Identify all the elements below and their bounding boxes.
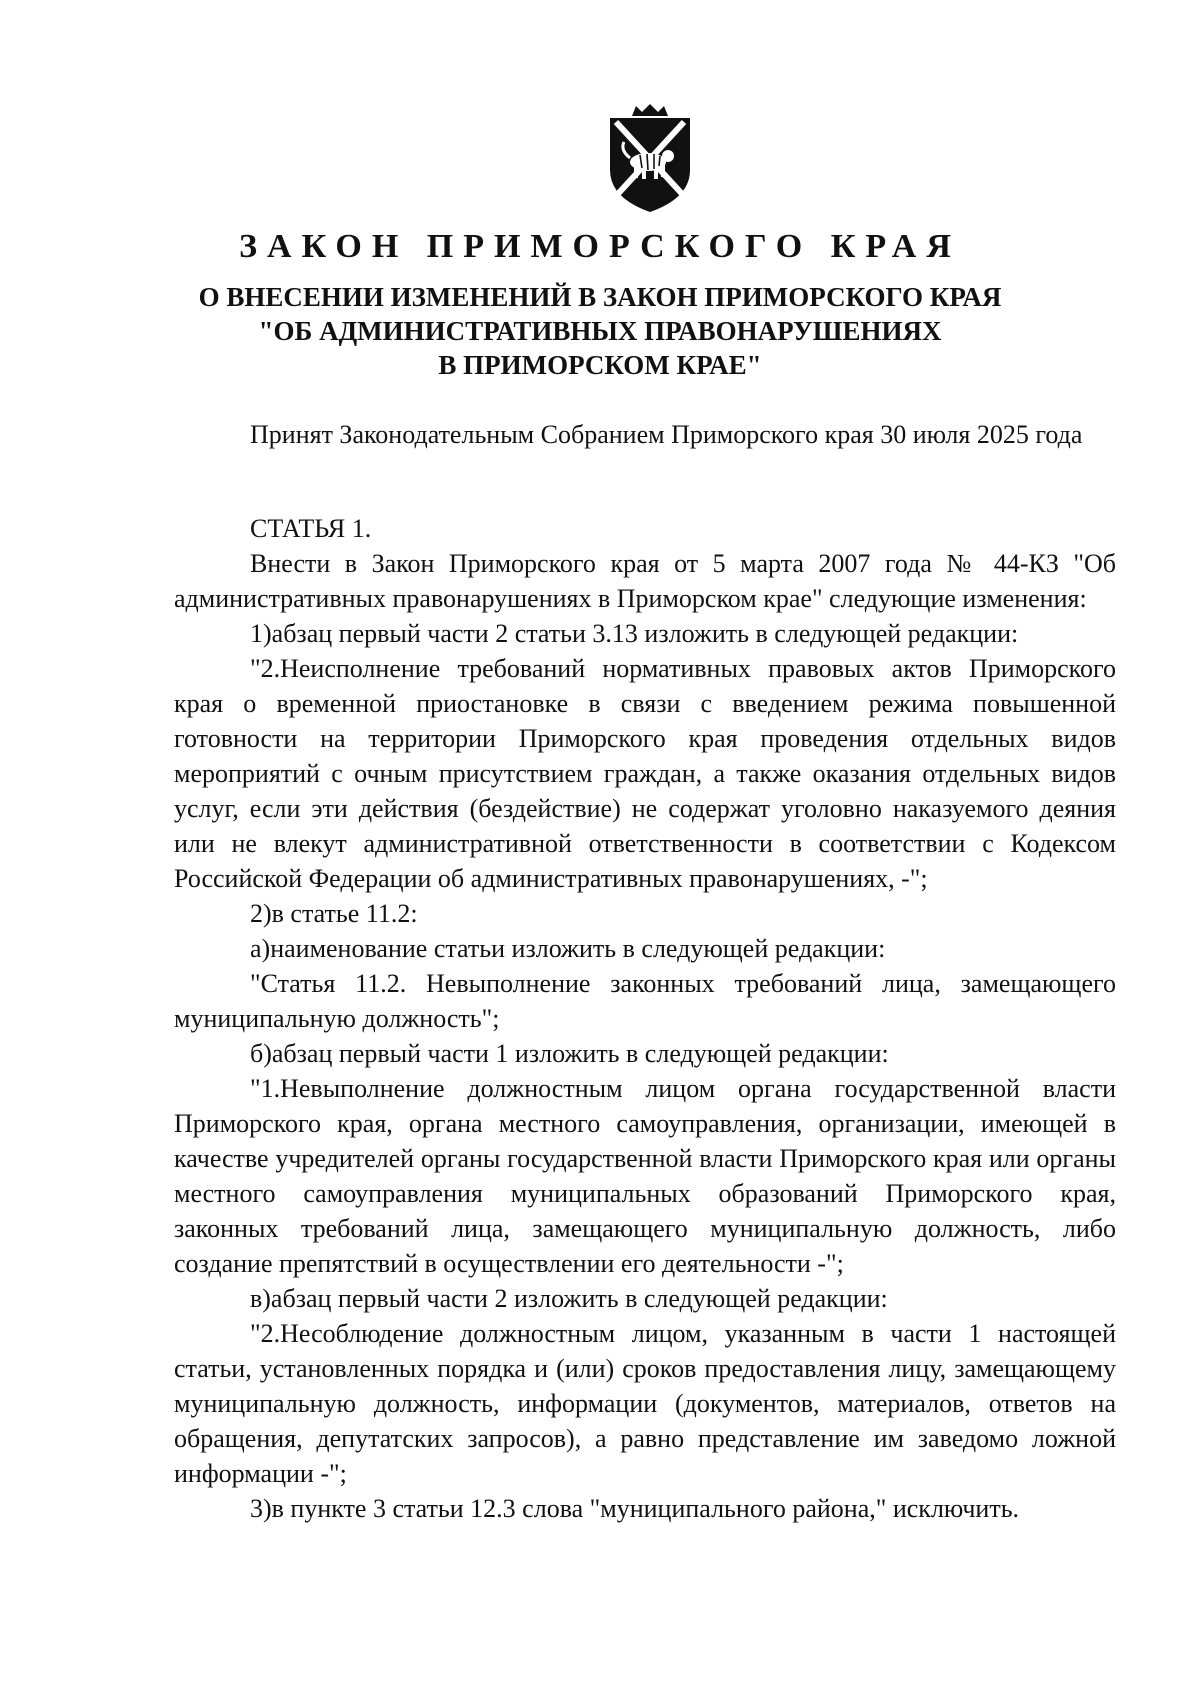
adoption-note-block	[174, 417, 1116, 452]
paragraph: б)абзац первый части 1 изложить в следующей редакции:	[250, 1039, 889, 1068]
subtitle-line: В ПРИМОРСКОМ КРАЕ"	[438, 350, 762, 380]
paragraph: Внести в Закон Приморского края от 5 марта 2007 года № 44-КЗ "Об административных правонарушениях в Приморском крае" следующие изменения:	[174, 549, 1116, 613]
paragraph: "1.Невыполнение должностным лицом органа государственной власти Приморского края, органа местного самоуправления, организации, имеющей в качестве учредителей органы государственной власти Приморского края или органы местного самоуправления муниципальных образований Приморского края, законных требований лица, замещающего муниципальную должность, либо создание препятствий в осуществлении его деятельности -";	[174, 1074, 1116, 1278]
paragraph: а)наименование статьи изложить в следующей редакции:	[250, 934, 886, 963]
paragraph: 3)в пункте 3 статьи 12.3 слова "муниципального района," исключить.	[250, 1494, 1020, 1523]
adoption-note: Принят Законодательным Собранием Приморского края 30 июля 2025 года	[250, 420, 1083, 449]
subtitle-line: "ОБ АДМИНИСТРАТИВНЫХ ПРАВОНАРУШЕНИЯХ	[258, 316, 942, 346]
paragraph: 1)абзац первый части 2 статьи 3.13 изложить в следующей редакции:	[250, 619, 1019, 648]
paragraph: "2.Неисполнение требований нормативных правовых актов Приморского края о временной приостановке в связи с введением режима повышенной готовности на территории Приморского края проведения отдельных видов мероприятий с очным присутствием граждан, а также оказания отдельных видов услуг, если эти действия (бездействие) не содержат уголовно наказуемого деяния или не влекут административной ответственности в соответствии с Кодексом Российской Федерации об административных правонарушениях, -";	[174, 654, 1116, 893]
paragraph: 2)в статье 11.2:	[250, 899, 418, 928]
paragraph: в)абзац первый части 2 изложить в следующей редакции:	[250, 1284, 888, 1313]
law-subtitle	[0, 280, 1200, 382]
paragraph: "2.Несоблюдение должностным лицом, указанным в части 1 настоящей статьи, установленных порядка и (или) сроков предоставления лицу, замещающему муниципальную должность, информации (документов, материалов, ответов на обращения, депутатских запросов), а равно представление им заведомо ложной информации -";	[174, 1319, 1116, 1488]
law-title: ЗАКОН ПРИМОРСКОГО КРАЯ	[239, 228, 961, 265]
paragraph: "Статья 11.2. Невыполнение законных требований лица, замещающего муниципальную должность";	[174, 969, 1116, 1033]
article-body	[174, 511, 1116, 1526]
subtitle-line: О ВНЕСЕНИИ ИЗМЕНЕНИЙ В ЗАКОН ПРИМОРСКОГО КРАЯ	[198, 282, 1002, 312]
coat-of-arms-icon	[602, 102, 698, 214]
article-heading: СТАТЬЯ 1.	[250, 514, 372, 543]
